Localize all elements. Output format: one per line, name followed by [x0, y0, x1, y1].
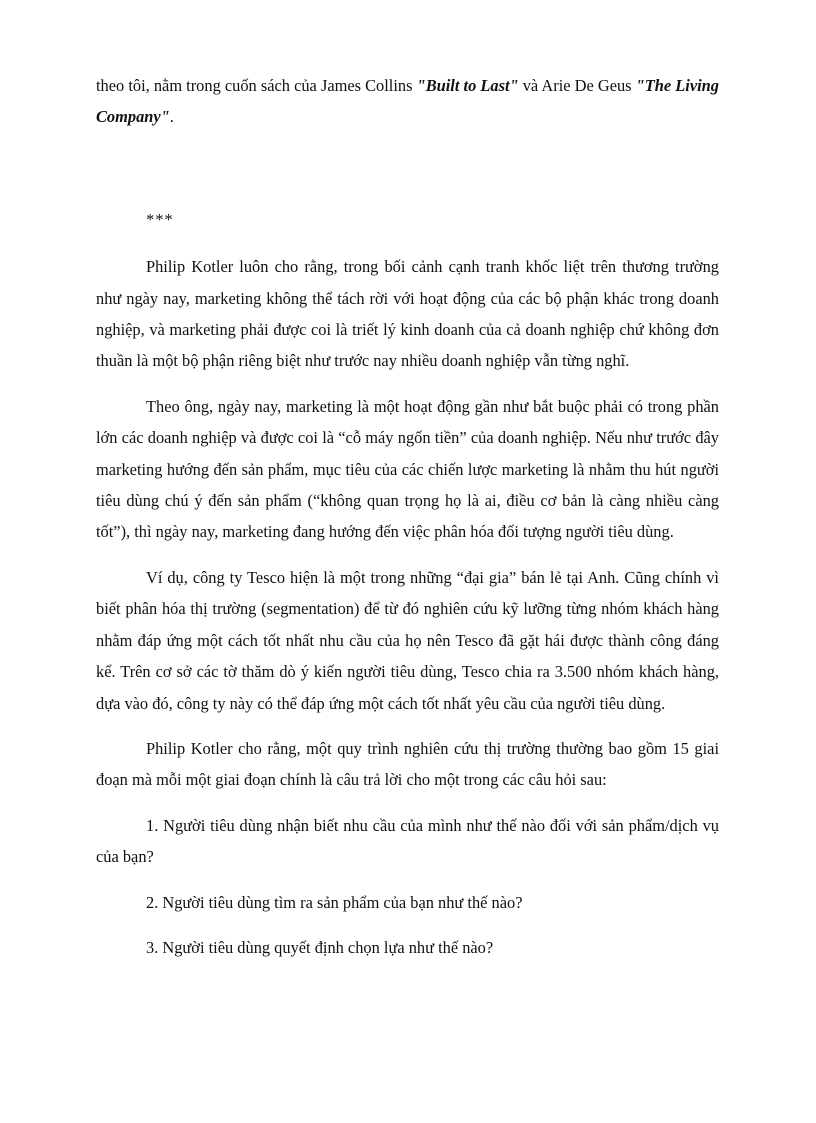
section-separator: ***: [146, 209, 174, 229]
intro-paragraph: [96, 70, 719, 133]
question-item-1: 1. Người tiêu dùng nhận biết nhu cầu của mình như thế nào đối với sản phẩm/dịch vụ của bạn?: [96, 815, 719, 867]
paragraph-kotler-philosophy: Philip Kotler luôn cho rằng, trong bối cảnh cạnh tranh khốc liệt trên thương trường như ngày nay, marketing không thể tách rời với hoạt động của các bộ phận khác trong doanh nghiệp, và marketing phải được coi là triết lý kinh doanh của cả doanh nghiệp chứ không đơn thuần là một bộ phận riêng biệt như trước nay nhiều doanh nghiệp vẫn từng nghĩ.: [96, 257, 719, 371]
question-item-2: 2. Người tiêu dùng tìm ra sản phẩm của bạn như thế nào?: [146, 892, 523, 912]
intro-text-after: .: [169, 107, 174, 127]
book-title-built-to-last: "Built to Last": [416, 76, 519, 95]
paragraph-marketing-today: Theo ông, ngày nay, marketing là một hoạt động gần như bắt buộc phải có trong phần lớn các doanh nghiệp và được coi là “cỗ máy ngốn tiền” của doanh nghiệp. Nếu như trước đây marketing hướng đến sản phẩm, mục tiêu của các chiến lược marketing là nhằm thu hút người tiêu dùng chú ý đến sản phẩm (“không quan trọng họ là ai, điều cơ bản là càng nhiều càng tốt”), thì ngày nay, marketing đang hướng đến việc phân hóa đối tượng người tiêu dùng.: [96, 396, 719, 542]
paragraph-tesco-example: Ví dụ, công ty Tesco hiện là một trong những “đại gia” bán lẻ tại Anh. Cũng chính vì biết phân hóa thị trường (segmentation) để từ đó nghiên cứu kỹ lưỡng từng nhóm khách hàng nhằm đáp ứng một cách tốt nhất nhu cầu của họ nên Tesco đã gặt hái được thành công đáng kể. Trên cơ sở các tờ thăm dò ý kiến người tiêu dùng, Tesco chia ra 3.500 nhóm khách hàng, dựa vào đó, công ty này có thể đáp ứng một cách tốt nhất yêu cầu của người tiêu dùng.: [96, 567, 719, 713]
question-item-3: 3. Người tiêu dùng quyết định chọn lựa như thế nào?: [146, 937, 494, 957]
intro-text-before: theo tôi, nằm trong cuốn sách của James Collins: [96, 76, 417, 95]
document-page: [96, 70, 719, 963]
book-title-living-company: "The Living Company": [96, 76, 719, 127]
intro-text-middle: và Arie De Geus: [518, 76, 636, 95]
paragraph-research-process: Philip Kotler cho rằng, một quy trình nghiên cứu thị trường thường bao gồm 15 giai đoạn mà mỗi một giai đoạn chính là câu trả lời cho một trong các câu hỏi sau:: [96, 738, 719, 790]
